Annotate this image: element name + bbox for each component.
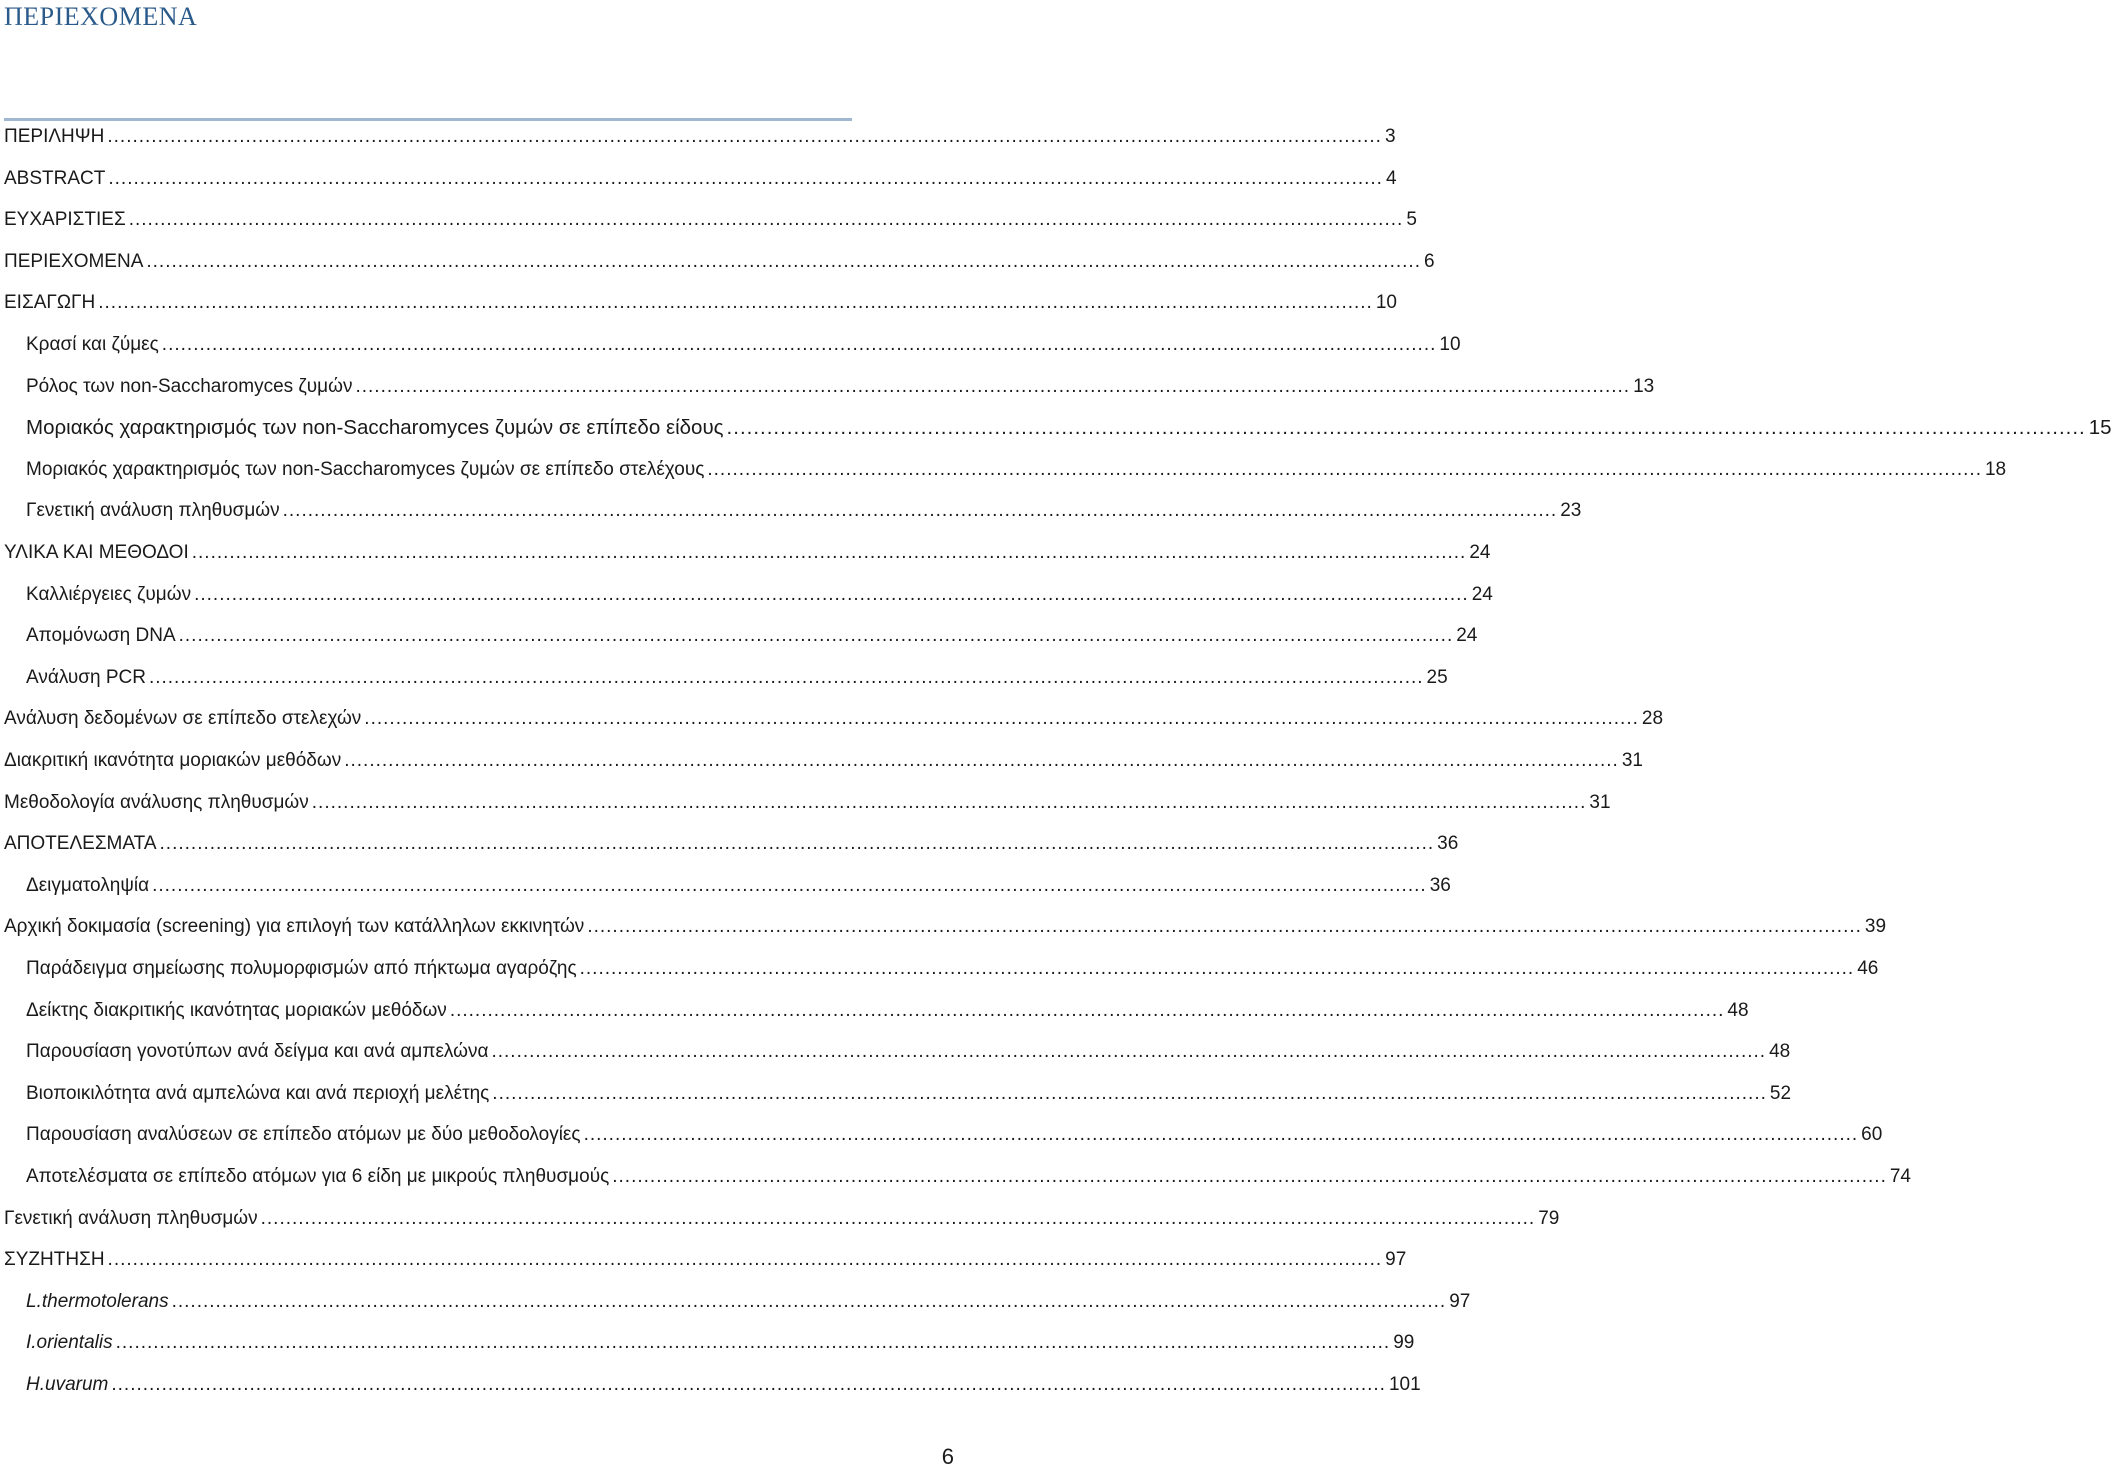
toc-dot-leader: ...........................................................................................................................................................................................................	[107, 1249, 1383, 1271]
toc-dot-leader: ...........................................................................................................................................................................................................	[108, 167, 1383, 189]
toc-entry[interactable]	[0, 1365, 1421, 1405]
toc-entry-page: 74	[1889, 1166, 1911, 1187]
toc-entry-page: 25	[1426, 666, 1448, 688]
toc-dot-leader: ...........................................................................................................................................................................................................	[364, 708, 1639, 730]
toc-entry[interactable]	[0, 1323, 1415, 1363]
toc-entry-page: 10	[1439, 334, 1461, 355]
toc-entry-page: 23	[1560, 500, 1582, 522]
toc-entry-label: Παρουσίαση γονοτύπων ανά δείγμα και ανά αμπελώνα	[26, 1041, 489, 1063]
toc-entry[interactable]	[0, 159, 1397, 199]
toc-entry-label: Καλλιέργειες ζυμών	[26, 583, 192, 605]
toc-entry-page: 99	[1393, 1332, 1415, 1354]
toc-dot-leader: ...........................................................................................................................................................................................................	[98, 292, 1373, 314]
toc-entry-page: 6	[1423, 250, 1435, 272]
toc-entry[interactable]	[0, 408, 2112, 448]
toc-entry[interactable]	[0, 242, 1435, 282]
toc-entry-label: ΠΕΡΙΛΗΨΗ	[4, 126, 105, 147]
toc-dot-leader: ...........................................................................................................................................................................................................	[707, 458, 1982, 480]
toc-dot-leader: ...........................................................................................................................................................................................................	[344, 750, 1619, 771]
toc-dot-leader: ...........................................................................................................................................................................................................	[612, 1166, 1887, 1187]
toc-dot-leader: ...........................................................................................................................................................................................................	[282, 500, 1558, 522]
toc-dot-leader: ...........................................................................................................................................................................................................	[146, 250, 1421, 272]
toc-entry-label: I.orientalis	[26, 1332, 113, 1354]
toc-dot-leader: ...........................................................................................................................................................................................................	[111, 1374, 1386, 1395]
toc-entry-page: 36	[1437, 833, 1459, 855]
toc-entry-label: Αποτελέσματα σε επίπεδο ατόμων για 6 είδη με μικρούς πληθυσμούς	[26, 1166, 610, 1187]
toc-entry[interactable]	[0, 991, 1749, 1031]
toc-entry-label: Μεθοδολογία ανάλυσης πληθυσμών	[4, 791, 309, 813]
toc-entry[interactable]	[0, 1199, 1560, 1239]
toc-entry-label: Γενετική ανάλυση πληθυσμών	[26, 500, 280, 522]
toc-entry[interactable]	[0, 1115, 1883, 1155]
toc-entry-page: 46	[1857, 958, 1879, 979]
toc-entry-label: Ανάλυση PCR	[26, 666, 146, 688]
toc-dot-leader: ...........................................................................................................................................................................................................	[726, 416, 2086, 440]
toc-entry-page: 13	[1633, 375, 1655, 397]
toc-entry[interactable]	[0, 1032, 1791, 1072]
toc-dot-leader: ...........................................................................................................................................................................................................	[449, 999, 1725, 1021]
toc-dot-leader: ...........................................................................................................................................................................................................	[579, 958, 1855, 979]
toc-entry-page: 79	[1538, 1207, 1560, 1229]
toc-entry[interactable]	[0, 616, 1478, 656]
toc-entry-label: ΠΕΡΙΕΧΟΜΕΝΑ	[4, 250, 144, 272]
toc-entry-page: 101	[1388, 1374, 1421, 1395]
toc-entry-label: Βιοποικιλότητα ανά αμπελώνα και ανά περιοχή μελέτης	[26, 1082, 490, 1104]
toc-entry-label: Κρασί και ζύμες	[26, 334, 159, 355]
toc-entry[interactable]	[0, 325, 1461, 365]
toc-entry-label: H.uvarum	[26, 1374, 109, 1395]
toc-dot-leader: ...........................................................................................................................................................................................................	[107, 126, 1382, 147]
toc-dot-leader: ...........................................................................................................................................................................................................	[492, 1082, 1767, 1104]
toc-entry-page: 36	[1429, 874, 1451, 896]
toc-entry[interactable]	[0, 200, 1417, 240]
toc-entry[interactable]	[0, 1240, 1407, 1280]
toc-dot-leader: ...........................................................................................................................................................................................................	[159, 833, 1435, 855]
toc-dot-leader: ...........................................................................................................................................................................................................	[587, 916, 1862, 938]
toc-entry-page: 3	[1384, 126, 1396, 147]
toc-entry[interactable]	[0, 533, 1491, 573]
toc-entry-label: Δειγματοληψία	[26, 874, 150, 896]
toc-entry-label: Παράδειγμα σημείωσης πολυμορφισμών από πήκτωμα αγαρόζης	[26, 958, 577, 979]
toc-entry-page: 52	[1769, 1082, 1792, 1104]
toc-dot-leader: ...........................................................................................................................................................................................................	[161, 334, 1437, 355]
toc-entry-page: 97	[1385, 1249, 1407, 1271]
toc-entry[interactable]	[0, 491, 1582, 531]
toc-entry-page: 97	[1449, 1290, 1471, 1312]
toc-entry[interactable]	[0, 658, 1448, 698]
toc-entry-page: 24	[1471, 583, 1493, 605]
toc-entry-page: 31	[1621, 750, 1643, 771]
toc-entry-label: Γενετική ανάλυση πληθυσμών	[4, 1207, 258, 1229]
toc-dot-leader: ...........................................................................................................................................................................................................	[178, 625, 1454, 647]
toc-entry[interactable]	[0, 783, 1611, 823]
toc-dot-leader: ...........................................................................................................................................................................................................	[152, 874, 1427, 896]
toc-entry[interactable]	[0, 117, 1396, 157]
toc-entry-page: 4	[1385, 167, 1397, 189]
toc-dot-leader: ...........................................................................................................................................................................................................	[148, 666, 1424, 688]
toc-entry-label: ΕΥΧΑΡΙΣΤΙΕΣ	[4, 209, 126, 231]
toc-entry[interactable]	[0, 699, 1664, 739]
toc-entry[interactable]	[0, 1074, 1792, 1114]
toc-entry-page: 48	[1727, 999, 1749, 1021]
toc-entry-label: Διακριτική ικανότητα μοριακών μεθόδων	[4, 750, 342, 771]
page-number: 6	[941, 1444, 954, 1469]
toc-entry[interactable]	[0, 1157, 1911, 1197]
toc-dot-leader: ...........................................................................................................................................................................................................	[171, 1290, 1447, 1312]
toc-entry-page: 10	[1375, 292, 1397, 314]
toc-entry-label: Ρόλος των non-Saccharomyces ζυμών	[26, 375, 353, 397]
toc-entry[interactable]	[0, 907, 1887, 947]
toc-dot-leader: ...........................................................................................................................................................................................................	[311, 791, 1587, 813]
toc-dot-leader: ...........................................................................................................................................................................................................	[491, 1041, 1767, 1063]
toc-entry-label: Μοριακός χαρακτηρισμός των non-Saccharomyces ζυμών σε επίπεδο είδους	[26, 416, 724, 440]
toc-entry-page: 39	[1864, 916, 1887, 938]
toc-entry[interactable]	[0, 575, 1493, 615]
toc-entry[interactable]	[0, 283, 1397, 323]
toc-entry-page: 48	[1769, 1041, 1791, 1063]
toc-entry-page: 18	[1984, 458, 2007, 480]
toc-entry[interactable]	[0, 1282, 1471, 1322]
toc-entry-label: Δείκτης διακριτικής ικανότητας μοριακών μεθόδων	[26, 999, 447, 1021]
toc-dot-leader: ...........................................................................................................................................................................................................	[583, 1124, 1859, 1146]
toc-dot-leader: ...........................................................................................................................................................................................................	[128, 209, 1404, 231]
toc-entry[interactable]	[0, 741, 1643, 781]
toc-entry-label: ΑΠΟΤΕΛΕΣΜΑΤΑ	[4, 833, 157, 855]
toc-entry-label: Ανάλυση δεδομένων σε επίπεδο στελεχών	[4, 708, 362, 730]
toc-dot-leader: ...........................................................................................................................................................................................................	[191, 542, 1467, 563]
toc-entry-label: L.thermotolerans	[26, 1290, 169, 1312]
toc-entry-page: 15	[2088, 416, 2112, 440]
toc-entry[interactable]	[0, 450, 2007, 490]
toc-entry-page: 31	[1589, 791, 1611, 813]
toc-dot-leader: ...........................................................................................................................................................................................................	[260, 1207, 1536, 1229]
toc-entry-label: Παρουσίαση αναλύσεων σε επίπεδο ατόμων με δύο μεθοδολογίες	[26, 1124, 581, 1146]
toc-entry[interactable]	[0, 367, 1655, 407]
toc-entry-label: ΕΙΣΑΓΩΓΗ	[4, 292, 96, 314]
page-title: ΠΕΡΙΕΧΟΜΕΝΑ	[4, 2, 198, 31]
toc-entry-page: 28	[1641, 708, 1664, 730]
toc-entry-label: Απομόνωση DNA	[26, 625, 176, 647]
toc-entry-page: 5	[1406, 209, 1417, 231]
toc-entry-label: Αρχική δοκιμασία (screening) για επιλογή των κατάλληλων εκκινητών	[4, 916, 585, 938]
toc-entry-page: 24	[1469, 542, 1491, 563]
toc-entry-label: ΣΥΖΗΤΗΣΗ	[4, 1249, 105, 1271]
toc-entry[interactable]	[0, 866, 1451, 906]
toc-entry[interactable]	[0, 949, 1879, 989]
toc-entry-page: 60	[1861, 1124, 1883, 1146]
toc-entry[interactable]	[0, 824, 1459, 864]
toc-dot-leader: ...........................................................................................................................................................................................................	[355, 375, 1631, 397]
toc-entry-label: ABSTRACT	[4, 167, 106, 189]
toc-dot-leader: ...........................................................................................................................................................................................................	[115, 1332, 1391, 1354]
toc-dot-leader: ...........................................................................................................................................................................................................	[194, 583, 1469, 605]
toc-entry-page: 24	[1456, 625, 1478, 647]
toc-entry-label: Μοριακός χαρακτηρισμός των non-Saccharomyces ζυμών σε επίπεδο στελέχους	[26, 458, 705, 480]
toc-entry-label: ΥΛΙΚΑ ΚΑΙ ΜΕΘΟΔΟΙ	[4, 542, 189, 563]
